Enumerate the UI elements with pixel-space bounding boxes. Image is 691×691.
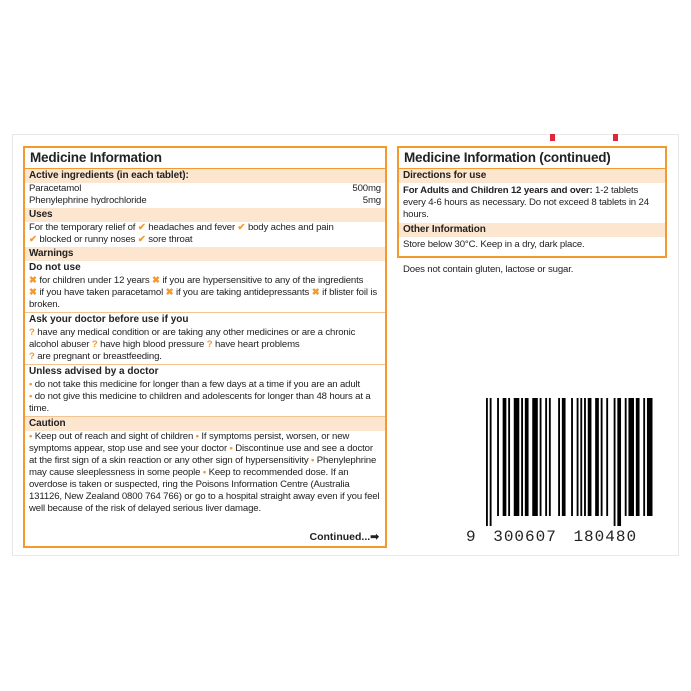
active-ingredients-header: Active ingredients (in each tablet): bbox=[25, 169, 385, 183]
do-not-use-item: if you are hypersensitive to any of the ingredients bbox=[162, 275, 364, 286]
cross-icon: ✖ bbox=[29, 275, 37, 286]
check-icon: ✔ bbox=[137, 222, 146, 233]
cross-icon: ✖ bbox=[152, 275, 160, 286]
arrow-right-icon: ➡ bbox=[370, 531, 379, 543]
caution-item: Keep to recommended dose. If an overdose is taken or suspected, ring the Poisons Information Centre (Australia 131126, New Zealand 0800 764 766) or go to a hospital straight away even if you feel well because of the risk of delayed serious liver damage. bbox=[29, 467, 380, 514]
do-not-use-text bbox=[25, 275, 385, 312]
continued-text: Continued... bbox=[309, 531, 371, 543]
do-not-use-header: Do not use bbox=[29, 262, 81, 273]
uses-intro: For the temporary relief of bbox=[29, 222, 136, 233]
directions-header: Directions for use bbox=[399, 169, 665, 183]
red-registration-mark bbox=[550, 134, 555, 141]
barcode-bar bbox=[606, 398, 608, 516]
unless-item: do not give this medicine to children and adolescents for longer than 48 hours at a time. bbox=[29, 391, 371, 414]
unless-item: do not take this medicine for longer than a few days at a time if you are an adult bbox=[34, 379, 361, 390]
ingredient-row bbox=[29, 195, 381, 207]
barcode-digit-first: 9 bbox=[466, 528, 477, 546]
barcode-bar bbox=[577, 398, 579, 516]
use-item: sore throat bbox=[148, 234, 193, 245]
barcode-bar bbox=[588, 398, 592, 516]
barcode-bar bbox=[514, 398, 520, 516]
other-information-text: Store below 30°C. Keep in a dry, dark place. bbox=[403, 239, 585, 250]
caution-text bbox=[25, 431, 385, 516]
do-not-use-item: if blister foil is broken. bbox=[29, 287, 377, 310]
ask-item: have heart problems bbox=[214, 339, 300, 350]
barcode-bar bbox=[614, 398, 616, 526]
medicine-information-panel bbox=[23, 146, 387, 548]
bullet-icon: • bbox=[202, 467, 207, 478]
barcode-digits-left: 300607 bbox=[493, 528, 557, 546]
ask-doctor-header: Ask your doctor before use if you bbox=[25, 312, 385, 327]
barcode-bar bbox=[643, 398, 645, 516]
barcode-bar bbox=[625, 398, 627, 516]
barcode-bar bbox=[647, 398, 653, 516]
ask-item: are pregnant or breastfeeding. bbox=[37, 351, 162, 362]
ingredient-amount: 500mg bbox=[352, 183, 381, 194]
barcode-bar bbox=[628, 398, 634, 516]
question-icon: ? bbox=[91, 339, 98, 350]
cross-icon: ✖ bbox=[29, 287, 37, 298]
barcode-bar bbox=[617, 398, 621, 526]
unless-advised-header: Unless advised by a doctor bbox=[25, 364, 385, 379]
barcode-bar bbox=[497, 398, 499, 516]
bullet-icon: • bbox=[29, 431, 33, 442]
do-not-use-item: if you are taking antidepressants bbox=[175, 287, 310, 298]
barcode-bar bbox=[540, 398, 542, 516]
barcode-bar bbox=[521, 398, 523, 516]
continued-label bbox=[310, 531, 379, 543]
caution-item: If symptoms persist, worsen, or new symptoms appear, stop use and see your doctor bbox=[29, 431, 350, 454]
directions-bold: For Adults and Children 12 years and over: bbox=[403, 185, 593, 196]
medicine-information-continued-panel bbox=[397, 146, 667, 258]
use-item: body aches and pain bbox=[247, 222, 334, 233]
do-not-use-item: if you have taken paracetamol bbox=[39, 287, 164, 298]
allergen-note: Does not contain gluten, lactose or sugar. bbox=[403, 264, 574, 275]
unless-advised-text bbox=[25, 379, 385, 416]
ingredient-row bbox=[29, 183, 381, 195]
barcode-bar bbox=[601, 398, 603, 516]
bullet-icon: • bbox=[311, 455, 315, 466]
question-icon: ? bbox=[29, 351, 35, 362]
caution-item: Keep out of reach and sight of children bbox=[34, 431, 194, 442]
panel-title: Medicine Information (continued) bbox=[399, 148, 665, 169]
barcode-bar bbox=[595, 398, 599, 516]
ingredient-name: Paracetamol bbox=[29, 183, 82, 194]
barcode-bar bbox=[584, 398, 586, 516]
directions-body: 1-2 tablets every 4-6 hours as necessary. Do not exceed 8 tablets in 24 hours. bbox=[403, 185, 649, 220]
ask-item: have high blood pressure bbox=[100, 339, 205, 350]
barcode-bar bbox=[562, 398, 566, 516]
uses-header: Uses bbox=[25, 208, 385, 222]
check-icon: ✔ bbox=[137, 234, 146, 245]
barcode-bar bbox=[549, 398, 551, 516]
barcode-image bbox=[484, 398, 654, 528]
barcode-digits-right: 180480 bbox=[573, 528, 638, 546]
barcode-bar bbox=[558, 398, 560, 516]
barcode-bar bbox=[532, 398, 538, 516]
caution-item: Phenylephrine may cause sleeplessness in some people bbox=[29, 455, 377, 478]
barcode-bar bbox=[636, 398, 640, 516]
use-item: blocked or runny noses bbox=[39, 234, 136, 245]
cross-icon: ✖ bbox=[311, 287, 320, 298]
barcode-bar bbox=[525, 398, 529, 516]
check-icon: ✔ bbox=[237, 222, 246, 233]
red-registration-mark bbox=[613, 134, 618, 141]
barcode-bar bbox=[490, 398, 492, 526]
other-information-header: Other Information bbox=[399, 223, 665, 237]
directions-text bbox=[399, 183, 665, 223]
barcode-bar bbox=[486, 398, 488, 526]
do-not-use-item: for children under 12 years bbox=[39, 275, 150, 286]
panel-title: Medicine Information bbox=[25, 148, 385, 169]
cross-icon: ✖ bbox=[165, 287, 174, 298]
ingredient-amount: 5mg bbox=[362, 195, 381, 206]
barcode-number bbox=[466, 528, 637, 546]
barcode-bar bbox=[580, 398, 582, 516]
bullet-icon: • bbox=[29, 391, 33, 402]
ingredient-name: Phenylephrine hydrochloride bbox=[29, 195, 147, 206]
use-item: headaches and fever bbox=[148, 222, 236, 233]
check-icon: ✔ bbox=[29, 234, 37, 245]
barcode-bar bbox=[503, 398, 507, 516]
caution-item: Discontinue use and see a doctor at the first sign of a skin reaction or any other sign of hypersensitivity bbox=[29, 443, 373, 466]
warnings-header: Warnings bbox=[25, 247, 385, 261]
question-icon: ? bbox=[29, 327, 35, 338]
caution-header: Caution bbox=[25, 416, 385, 431]
bullet-icon: • bbox=[29, 379, 33, 390]
barcode-bar bbox=[571, 398, 573, 516]
uses-text bbox=[25, 222, 385, 247]
question-icon: ? bbox=[206, 339, 213, 350]
ask-doctor-text bbox=[25, 327, 385, 364]
ask-item: have any medical condition or are taking any other medicines or are a chronic alcohol abuser bbox=[29, 327, 356, 350]
bullet-icon: • bbox=[195, 431, 199, 442]
bullet-icon: • bbox=[229, 443, 233, 454]
barcode-bar bbox=[545, 398, 547, 516]
ingredient-list bbox=[25, 183, 385, 208]
barcode-bar bbox=[508, 398, 510, 516]
